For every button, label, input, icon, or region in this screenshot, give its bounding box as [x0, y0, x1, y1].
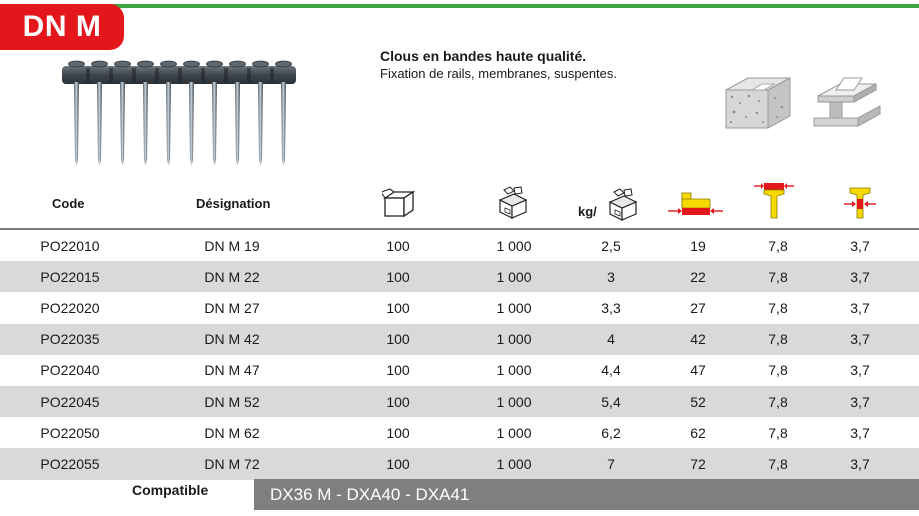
cell-head-diameter: 7,8 [768, 455, 788, 472]
cell-length: 52 [690, 393, 706, 410]
cell-code: PO22050 [40, 424, 100, 441]
cell-carton-qty: 1 000 [496, 268, 532, 285]
cell-kg: 3,3 [601, 299, 621, 316]
compatible-tools-bar [254, 479, 919, 510]
cell-code: PO22010 [40, 237, 100, 254]
cell-length: 27 [690, 299, 706, 316]
cell-box-qty: 100 [386, 237, 410, 254]
cell-kg: 3 [607, 268, 615, 285]
table-row [0, 448, 919, 479]
cell-carton-qty: 1 000 [496, 362, 532, 379]
cell-carton-qty: 1 000 [496, 424, 532, 441]
cell-shank-diameter: 3,7 [850, 299, 870, 316]
cell-code: PO22020 [40, 299, 100, 316]
compatible-tools: DX36 M - DXA40 - DXA41 [270, 484, 470, 504]
compatible-label: Compatible [132, 482, 209, 498]
cell-head-diameter: 7,8 [768, 299, 788, 316]
steel-rail-image [810, 74, 884, 132]
cell-kg: 7 [607, 455, 615, 472]
cell-designation: DN M 72 [204, 455, 260, 472]
cell-shank-diameter: 3,7 [850, 424, 870, 441]
product-badge: DN M [0, 4, 124, 50]
column-header-code: Code [52, 196, 85, 211]
header-green-line [0, 4, 919, 8]
table-row [0, 386, 919, 417]
box-icon [382, 188, 416, 220]
cell-kg: 4 [607, 331, 615, 348]
cell-shank-diameter: 3,7 [850, 331, 870, 348]
shank-diameter-icon [842, 182, 878, 222]
concrete-block-image [722, 72, 794, 130]
cell-box-qty: 100 [386, 268, 410, 285]
cell-carton-qty: 1 000 [496, 455, 532, 472]
cell-length: 42 [690, 331, 706, 348]
cell-kg: 6,2 [601, 424, 621, 441]
carton-icon [496, 186, 530, 220]
table-row [0, 261, 919, 292]
column-header-kg: kg/ [578, 204, 597, 219]
cell-length: 72 [690, 455, 706, 472]
carton-weight-icon [606, 188, 640, 222]
cell-designation: DN M 22 [204, 268, 260, 285]
cell-head-diameter: 7,8 [768, 393, 788, 410]
cell-length: 47 [690, 362, 706, 379]
cell-designation: DN M 62 [204, 424, 260, 441]
cell-head-diameter: 7,8 [768, 237, 788, 254]
cell-carton-qty: 1 000 [496, 299, 532, 316]
cell-length: 19 [690, 237, 706, 254]
cell-box-qty: 100 [386, 362, 410, 379]
cell-shank-diameter: 3,7 [850, 393, 870, 410]
cell-code: PO22015 [40, 268, 100, 285]
table-row [0, 324, 919, 355]
cell-code: PO22045 [40, 393, 100, 410]
cell-kg: 5,4 [601, 393, 621, 410]
description-title: Clous en bandes haute qualité. [380, 48, 587, 64]
cell-box-qty: 100 [386, 331, 410, 348]
description-subtitle: Fixation de rails, membranes, suspentes. [380, 66, 617, 81]
cell-box-qty: 100 [386, 424, 410, 441]
column-header-designation: Désignation [196, 196, 271, 211]
cell-carton-qty: 1 000 [496, 237, 532, 254]
cell-designation: DN M 19 [204, 237, 260, 254]
cell-designation: DN M 52 [204, 393, 260, 410]
cell-head-diameter: 7,8 [768, 331, 788, 348]
cell-designation: DN M 42 [204, 331, 260, 348]
product-table [0, 230, 919, 480]
table-row [0, 230, 919, 261]
nail-length-icon [666, 190, 724, 218]
cell-head-diameter: 7,8 [768, 268, 788, 285]
cell-code: PO22035 [40, 331, 100, 348]
cell-designation: DN M 47 [204, 362, 260, 379]
table-row [0, 355, 919, 386]
cell-shank-diameter: 3,7 [850, 268, 870, 285]
cell-shank-diameter: 3,7 [850, 455, 870, 472]
cell-kg: 4,4 [601, 362, 621, 379]
cell-head-diameter: 7,8 [768, 424, 788, 441]
cell-head-diameter: 7,8 [768, 362, 788, 379]
cell-length: 22 [690, 268, 706, 285]
nail-strip-image [60, 52, 300, 172]
table-row [0, 292, 919, 323]
cell-carton-qty: 1 000 [496, 393, 532, 410]
cell-carton-qty: 1 000 [496, 331, 532, 348]
cell-box-qty: 100 [386, 455, 410, 472]
table-row [0, 417, 919, 448]
cell-shank-diameter: 3,7 [850, 237, 870, 254]
cell-code: PO22040 [40, 362, 100, 379]
cell-box-qty: 100 [386, 393, 410, 410]
head-diameter-icon [754, 178, 794, 222]
cell-shank-diameter: 3,7 [850, 362, 870, 379]
cell-length: 62 [690, 424, 706, 441]
cell-code: PO22055 [40, 455, 100, 472]
cell-designation: DN M 27 [204, 299, 260, 316]
cell-kg: 2,5 [601, 237, 621, 254]
cell-box-qty: 100 [386, 299, 410, 316]
